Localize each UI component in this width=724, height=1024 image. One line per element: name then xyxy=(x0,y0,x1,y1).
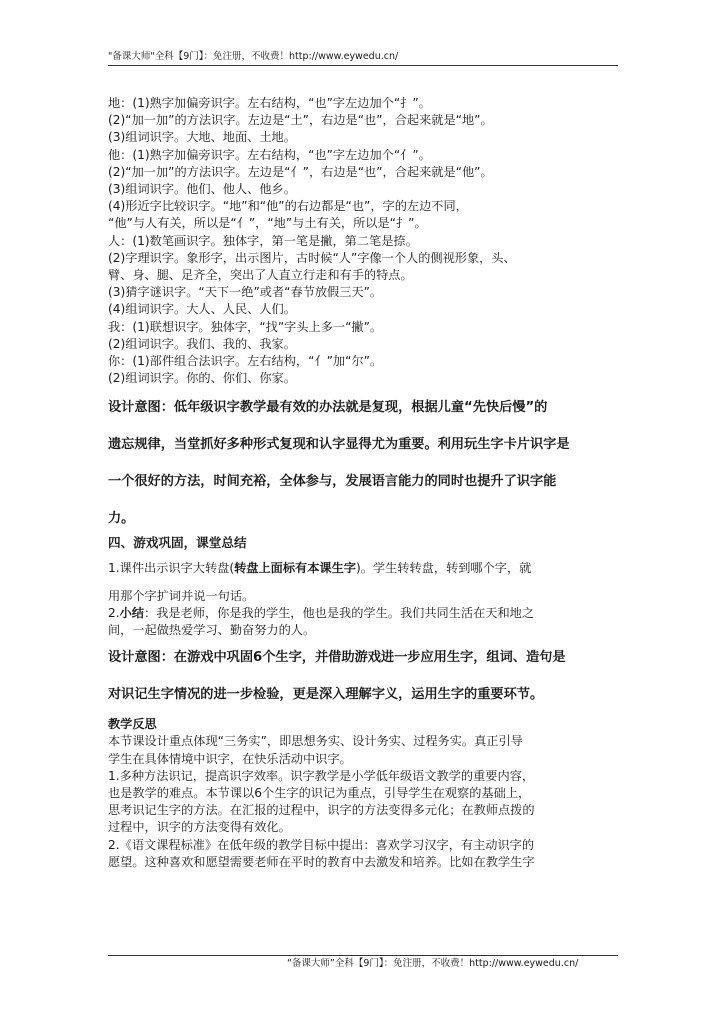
section-title: 教学反思 xyxy=(108,717,157,732)
item-text: 1.课件出示识字大转盘( xyxy=(108,561,235,576)
design-line: 设计意图：低年级识字教学最有效的办法就是复现，根据儿童“先快后慢”的 xyxy=(108,400,548,416)
text-line xyxy=(108,560,624,577)
teaching-reflection xyxy=(108,716,624,871)
section-title: 四、游戏巩固，课堂总结 xyxy=(108,535,247,551)
text-line: (4)形近字比较识字。“地”和“他”的右边都是“也”，字的左边不同， xyxy=(108,199,468,214)
item-bold: 小结 xyxy=(119,605,145,620)
text-line: (2)“加一加”的方法识字。左边是“亻”，右边是“也”，合起来就是“他”。 xyxy=(108,164,493,179)
spacer xyxy=(108,639,624,649)
text-line: 用那个字扩词并说一句话。 xyxy=(108,588,255,603)
page-header: "备课大师"全科【9门】：免注册，不收费！http://www.eywedu.cn/ xyxy=(108,51,399,62)
spacer xyxy=(108,578,624,588)
design-line: 遗忘规律，当堂抓好多种形式复现和认字显得尤为重要。利用玩生字卡片识字是 xyxy=(108,437,570,453)
character-notes xyxy=(108,95,624,387)
text-line: (2)“加一加”的方法识字。左边是“土”，右边是“也”，合起来就是“地”。 xyxy=(108,113,493,128)
design-intent-1 xyxy=(108,399,624,528)
text-line: (4)组词识字。大人、人民、人们。 xyxy=(108,302,296,317)
item-text: 2. xyxy=(108,605,120,620)
text-line: 本节课设计重点体现“三务实”，即思想务实、设计务实、过程务实。真正引导 xyxy=(108,734,523,749)
text-line: 地：(1)熟字加偏旁识字。左右结构，“也”字左边加个“扌”。 xyxy=(108,96,431,110)
design-line: 设计意图：在游戏中巩固6个生字，并借助游戏进一步应用生字，组词、造句是 xyxy=(108,650,566,666)
design-intent-2 xyxy=(108,649,624,704)
text-line: 学生在具体情境中识字，在快乐活动中识字。 xyxy=(108,751,352,766)
text-line: 1.多种方法识记，提高识字效率。识字教学是小学低年级语文教学的重要内容， xyxy=(108,768,535,783)
document-body xyxy=(108,95,624,871)
text-line: 也是教学的难点。本节课以6个生字的识记为重点，引导学生在观察的基础上， xyxy=(108,786,531,801)
spacer xyxy=(108,667,624,686)
text-line: 过程中，识字的方法变得有效化。 xyxy=(108,820,291,835)
text-line: 愿望。这种喜欢和愿望需要老师在平时的教育中去激发和培养。比如在教学生字 xyxy=(108,854,535,869)
text-line: 他：(1)熟字加偏旁识字。左右结构，“也”字左边加个“亻”。 xyxy=(108,147,431,162)
text-line: 你：(1)部件组合法识字。左右结构，“亻”加“尔”。 xyxy=(108,354,383,369)
spacer xyxy=(108,454,624,473)
text-line: 思考识记生字的方法。在汇报的过程中，识字的方法变得多元化；在教师点拨的 xyxy=(108,803,535,818)
spacer xyxy=(108,387,624,399)
text-line: 2.《语文课程标准》在低年级的教学目标中提出：喜欢学习汉字，有主动识字的 xyxy=(108,837,535,852)
item-text: ：我是老师，你是我的学生，他也是我的学生。我们共同生活在天和地之 xyxy=(144,605,535,620)
spacer xyxy=(108,417,624,436)
design-line: 力。 xyxy=(108,511,135,527)
design-line: 一个很好的方法，时间充裕，全体参与，发展语言能力的同时也提升了识字能 xyxy=(108,474,557,490)
text-line: (3)猜字谜识字。“天下一绝”或者“春节放假三天”。 xyxy=(108,285,383,300)
text-line: (2)组词识字。你的、你们、你家。 xyxy=(108,371,296,386)
text-line: “他”与人有关，所以是“亻”，“地”与土有关，所以是“扌”。 xyxy=(108,216,427,231)
text-line: (2)字理识字。象形字，出示图片，古时候“人”字像一个人的侧视形象，头、 xyxy=(108,250,516,265)
item-text: )。学生转转盘，转到哪个字，就 xyxy=(355,561,532,576)
page-footer: “备课大师”全科【9门】：免注册，不收费！http://www.eywedu.cn/ xyxy=(287,958,579,969)
text-line: (3)组词识字。他们、他人、他乡。 xyxy=(108,182,296,197)
spacer xyxy=(108,491,624,510)
section-four xyxy=(108,534,624,639)
text-line: (3)组词识字。大地、地面、土地。 xyxy=(108,130,296,145)
text-line xyxy=(108,605,624,622)
item-bold: 转盘上面标有本课生字 xyxy=(234,561,356,576)
text-line: 人：(1)数笔画识字。独体字，第一笔是撇，第二笔是捺。 xyxy=(108,233,418,248)
spacer xyxy=(108,704,624,716)
text-line: 间，一起做热爱学习、勤奋努力的人。 xyxy=(108,623,316,638)
spacer xyxy=(108,552,624,560)
text-line: 臂、身、腿、足齐全，突出了人直立行走和有手的特点。 xyxy=(108,268,413,283)
header-rule xyxy=(108,65,618,66)
text-line: (2)组词识字。我们、我的、我家。 xyxy=(108,336,296,351)
design-line: 对识记生字情况的进一步检验，更是深入理解字义，运用生字的重要环节。 xyxy=(108,687,544,703)
text-line: 我：(1)联想识字。独体字，“找”字头上多一“撇”。 xyxy=(108,319,383,334)
footer-rule xyxy=(108,955,618,956)
